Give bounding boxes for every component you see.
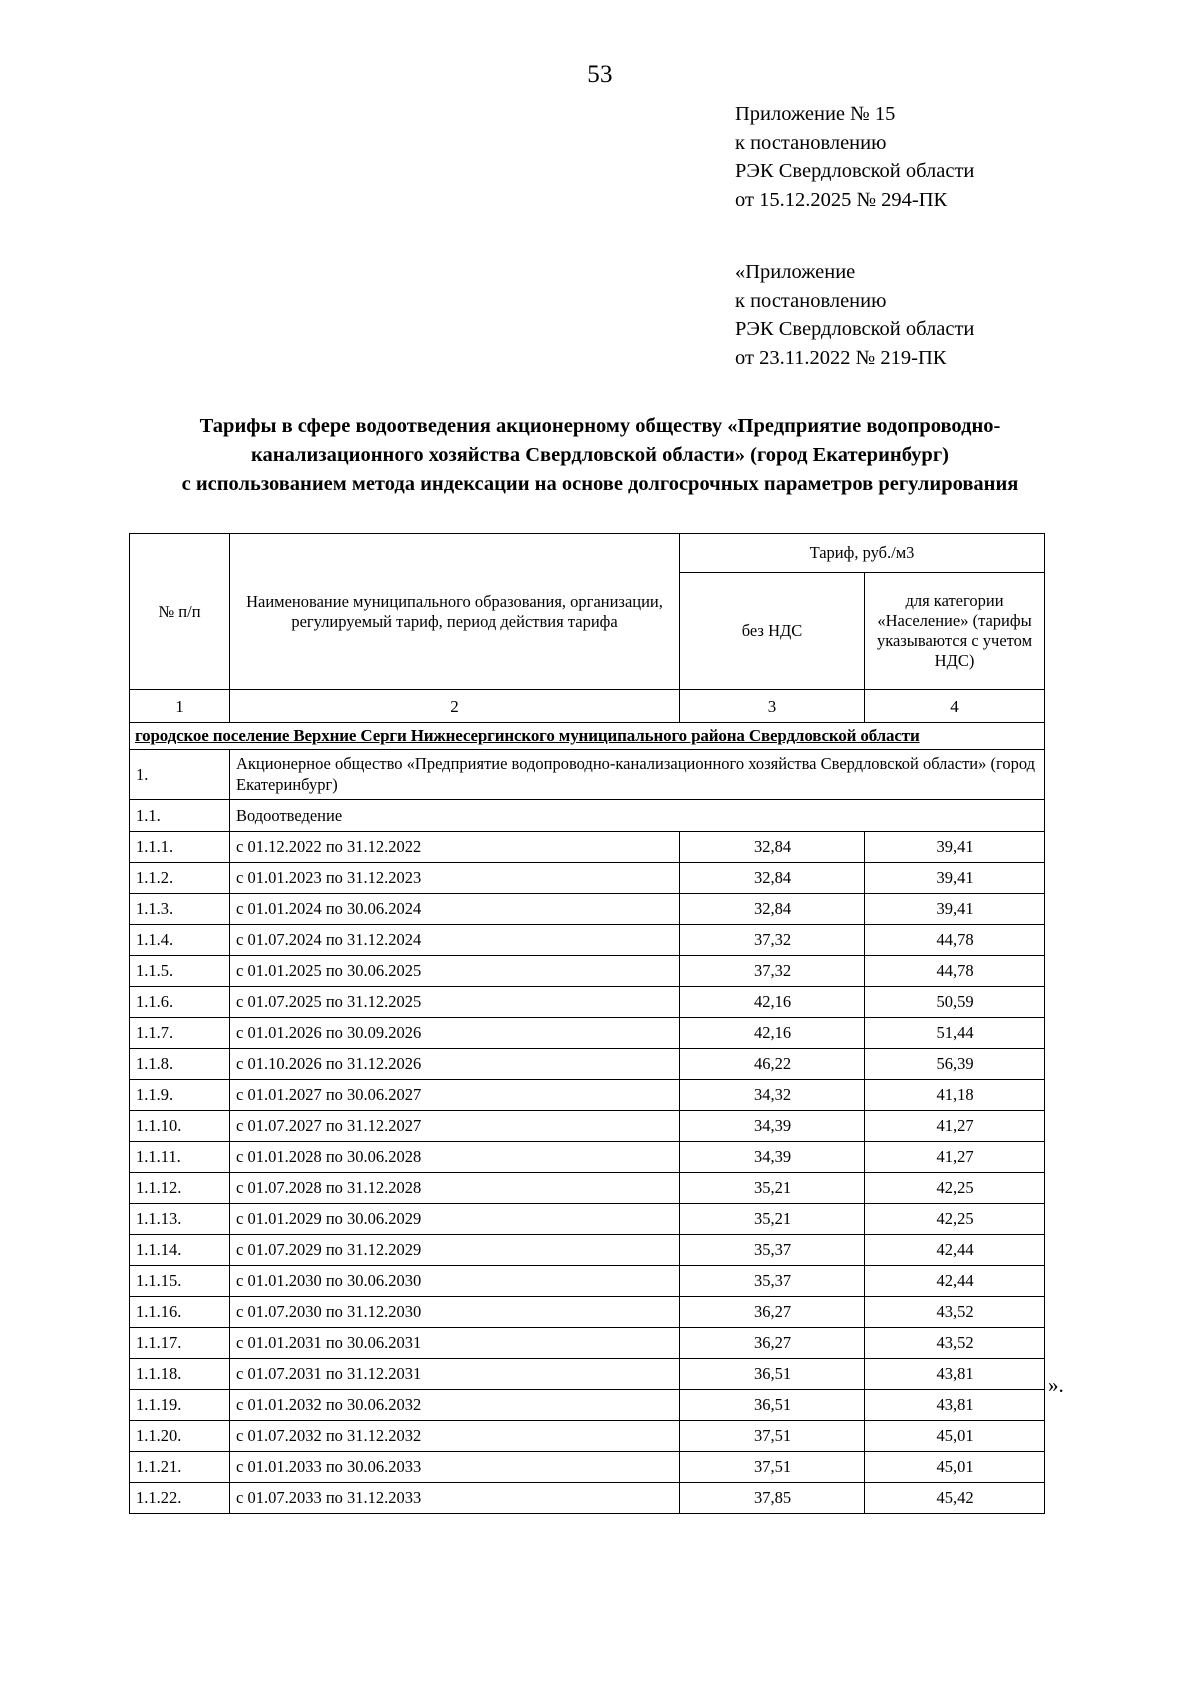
row-tariff-no-vat: 36,51 — [680, 1359, 865, 1390]
row-period: с 01.01.2023 по 31.12.2023 — [230, 863, 680, 894]
row-index: 1.1.11. — [130, 1142, 230, 1173]
reference-line: от 15.12.2025 № 294-ПК — [735, 188, 948, 211]
row-tariff-population: 39,41 — [865, 894, 1045, 925]
page-title — [130, 412, 1070, 499]
reference-block-current — [735, 100, 974, 214]
row-index: 1.1.3. — [130, 894, 230, 925]
row-period: с 01.07.2028 по 31.12.2028 — [230, 1173, 680, 1204]
table-row — [130, 1111, 1045, 1142]
row-index: 1.1.16. — [130, 1297, 230, 1328]
column-header-index: № п/п — [130, 534, 230, 690]
row-index: 1.1.18. — [130, 1359, 230, 1390]
row-tariff-no-vat: 32,84 — [680, 863, 865, 894]
table-row — [130, 1452, 1045, 1483]
row-index: 1.1.19. — [130, 1390, 230, 1421]
row-period: с 01.01.2024 по 30.06.2024 — [230, 894, 680, 925]
row-tariff-no-vat: 36,27 — [680, 1297, 865, 1328]
row-index: 1.1.10. — [130, 1111, 230, 1142]
column-number: 2 — [230, 690, 680, 723]
row-tariff-population: 51,44 — [865, 1018, 1045, 1049]
row-tariff-population: 41,27 — [865, 1111, 1045, 1142]
column-header-no-vat: без НДС — [680, 573, 865, 690]
row-period: с 01.01.2033 по 30.06.2033 — [230, 1452, 680, 1483]
table-row — [130, 863, 1045, 894]
table-row — [130, 1483, 1045, 1514]
row-period: с 01.07.2024 по 31.12.2024 — [230, 925, 680, 956]
table-column-number-row — [130, 690, 1045, 723]
row-tariff-no-vat: 36,51 — [680, 1390, 865, 1421]
row-tariff-no-vat: 35,21 — [680, 1204, 865, 1235]
row-tariff-population: 45,01 — [865, 1421, 1045, 1452]
table-row — [130, 1080, 1045, 1111]
row-tariff-population: 42,25 — [865, 1173, 1045, 1204]
row-tariff-no-vat: 32,84 — [680, 894, 865, 925]
table-row — [130, 1018, 1045, 1049]
column-header-population: для категории «Население» (тарифы указываются с учетом НДС) — [865, 573, 1045, 690]
row-index: 1.1.7. — [130, 1018, 230, 1049]
row-tariff-no-vat: 46,22 — [680, 1049, 865, 1080]
column-number: 1 — [130, 690, 230, 723]
table-row — [130, 1204, 1045, 1235]
row-tariff-no-vat: 37,32 — [680, 925, 865, 956]
row-tariff-no-vat: 35,37 — [680, 1235, 865, 1266]
row-period: с 01.01.2025 по 30.06.2025 — [230, 956, 680, 987]
table-row — [130, 1297, 1045, 1328]
table-row — [130, 987, 1045, 1018]
row-index: 1.1.12. — [130, 1173, 230, 1204]
row-period: с 01.07.2029 по 31.12.2029 — [230, 1235, 680, 1266]
row-tariff-population: 43,81 — [865, 1390, 1045, 1421]
row-period: с 01.01.2029 по 30.06.2029 — [230, 1204, 680, 1235]
table-row — [130, 1328, 1045, 1359]
row-period: с 01.07.2025 по 31.12.2025 — [230, 987, 680, 1018]
organization-index: 1. — [130, 750, 230, 800]
row-index: 1.1.8. — [130, 1049, 230, 1080]
table-row — [130, 1173, 1045, 1204]
row-index: 1.1.1. — [130, 832, 230, 863]
row-index: 1.1.14. — [130, 1235, 230, 1266]
row-tariff-no-vat: 35,21 — [680, 1173, 865, 1204]
reference-line: РЭК Свердловской области — [735, 318, 975, 341]
row-index: 1.1.9. — [130, 1080, 230, 1111]
column-header-name: Наименование муниципального образования, организации, регулируемый тариф, период действия тарифа — [230, 534, 680, 690]
row-period: с 01.01.2028 по 30.06.2028 — [230, 1142, 680, 1173]
title-line: Тарифы в сфере водоотведения акционерному обществу «Предприятие водопроводно- — [199, 415, 1001, 437]
row-period: с 01.01.2027 по 30.06.2027 — [230, 1080, 680, 1111]
row-index: 1.1.21. — [130, 1452, 230, 1483]
table-row — [130, 1049, 1045, 1080]
row-period: с 01.01.2030 по 30.06.2030 — [230, 1266, 680, 1297]
organization-row — [130, 750, 1045, 800]
row-tariff-population: 39,41 — [865, 832, 1045, 863]
table-row — [130, 832, 1045, 863]
table-row — [130, 1421, 1045, 1452]
row-index: 1.1.4. — [130, 925, 230, 956]
row-tariff-population: 45,01 — [865, 1452, 1045, 1483]
service-name: Водоотведение — [230, 800, 1045, 832]
reference-line: к постановлению — [735, 289, 887, 312]
page-number: 53 — [587, 61, 613, 88]
row-tariff-no-vat: 42,16 — [680, 1018, 865, 1049]
tariff-table — [129, 533, 1045, 1514]
row-period: с 01.10.2026 по 31.12.2026 — [230, 1049, 680, 1080]
row-period: с 01.01.2031 по 30.06.2031 — [230, 1328, 680, 1359]
row-index: 1.1.15. — [130, 1266, 230, 1297]
row-index: 1.1.20. — [130, 1421, 230, 1452]
row-tariff-no-vat: 37,32 — [680, 956, 865, 987]
row-tariff-no-vat: 37,51 — [680, 1421, 865, 1452]
row-tariff-no-vat: 42,16 — [680, 987, 865, 1018]
table-row — [130, 925, 1045, 956]
row-index: 1.1.22. — [130, 1483, 230, 1514]
title-line: канализационного хозяйства Свердловской области» (город Екатеринбург) — [251, 444, 949, 466]
table-header-row-main — [130, 534, 1045, 573]
table-row — [130, 1359, 1045, 1390]
organization-name: Акционерное общество «Предприятие водопроводно-канализационного хозяйства Свердловской области» (город Екатеринбург) — [230, 750, 1045, 800]
row-tariff-no-vat: 35,37 — [680, 1266, 865, 1297]
row-index: 1.1.2. — [130, 863, 230, 894]
row-tariff-no-vat: 36,27 — [680, 1328, 865, 1359]
row-tariff-population: 42,25 — [865, 1204, 1045, 1235]
reference-block-original — [735, 258, 974, 372]
row-tariff-population: 42,44 — [865, 1266, 1045, 1297]
municipality-name: городское поселение Верхние Серги Нижнесергинского муниципального района Свердловской области — [130, 723, 1045, 750]
reference-line: Приложение № 15 — [735, 103, 896, 125]
row-tariff-no-vat: 34,32 — [680, 1080, 865, 1111]
row-period: с 01.01.2032 по 30.06.2032 — [230, 1390, 680, 1421]
row-tariff-no-vat: 34,39 — [680, 1142, 865, 1173]
row-tariff-no-vat: 32,84 — [680, 832, 865, 863]
table-row — [130, 956, 1045, 987]
row-tariff-population: 43,81 — [865, 1359, 1045, 1390]
column-number: 3 — [680, 690, 865, 723]
row-tariff-no-vat: 37,51 — [680, 1452, 865, 1483]
row-period: с 01.07.2030 по 31.12.2030 — [230, 1297, 680, 1328]
reference-line: от 23.11.2022 № 219-ПК — [735, 346, 947, 369]
table-body — [130, 723, 1045, 1514]
row-index: 1.1.13. — [130, 1204, 230, 1235]
row-tariff-population: 39,41 — [865, 863, 1045, 894]
row-tariff-population: 44,78 — [865, 925, 1045, 956]
row-tariff-no-vat: 34,39 — [680, 1111, 865, 1142]
row-tariff-population: 43,52 — [865, 1328, 1045, 1359]
row-index: 1.1.6. — [130, 987, 230, 1018]
table-row — [130, 894, 1045, 925]
reference-line: к постановлению — [735, 131, 887, 154]
row-tariff-population: 43,52 — [865, 1297, 1045, 1328]
row-tariff-population: 41,18 — [865, 1080, 1045, 1111]
row-period: с 01.01.2026 по 30.09.2026 — [230, 1018, 680, 1049]
title-line: с использованием метода индексации на основе долгосрочных параметров регулирования — [181, 473, 1019, 495]
row-tariff-population: 56,39 — [865, 1049, 1045, 1080]
row-period: с 01.12.2022 по 31.12.2022 — [230, 832, 680, 863]
row-tariff-population: 50,59 — [865, 987, 1045, 1018]
row-period: с 01.07.2027 по 31.12.2027 — [230, 1111, 680, 1142]
table-row — [130, 1390, 1045, 1421]
reference-line: РЭК Свердловской области — [735, 160, 975, 183]
row-tariff-population: 44,78 — [865, 956, 1045, 987]
row-tariff-no-vat: 37,85 — [680, 1483, 865, 1514]
service-index: 1.1. — [130, 800, 230, 832]
column-header-tariff-group: Тариф, руб./м3 — [680, 534, 1045, 573]
closing-quotation-mark: ». — [1048, 1373, 1064, 1397]
row-period: с 01.07.2031 по 31.12.2031 — [230, 1359, 680, 1390]
row-period: с 01.07.2032 по 31.12.2032 — [230, 1421, 680, 1452]
column-number: 4 — [865, 690, 1045, 723]
service-row — [130, 800, 1045, 832]
row-index: 1.1.5. — [130, 956, 230, 987]
row-tariff-population: 42,44 — [865, 1235, 1045, 1266]
row-tariff-population: 41,27 — [865, 1142, 1045, 1173]
row-period: с 01.07.2033 по 31.12.2033 — [230, 1483, 680, 1514]
municipality-row — [130, 723, 1045, 750]
table-row — [130, 1235, 1045, 1266]
reference-line: «Приложение — [735, 261, 856, 283]
table-row — [130, 1266, 1045, 1297]
row-index: 1.1.17. — [130, 1328, 230, 1359]
table-header — [130, 534, 1045, 723]
table-row — [130, 1142, 1045, 1173]
row-tariff-population: 45,42 — [865, 1483, 1045, 1514]
